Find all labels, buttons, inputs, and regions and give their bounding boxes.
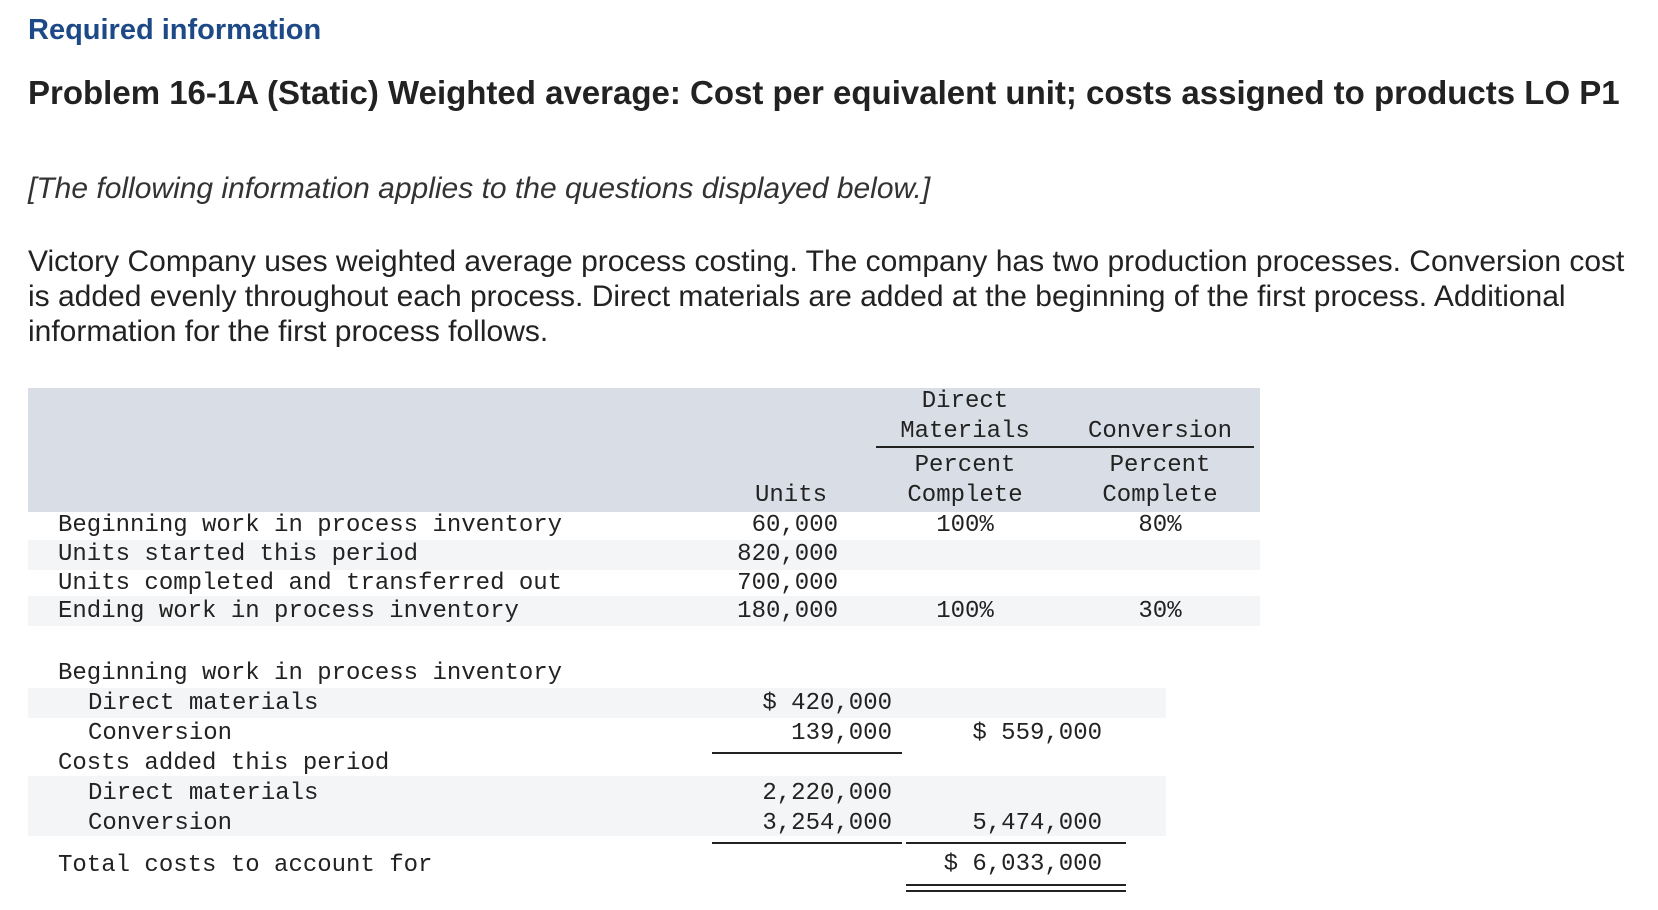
add-conv-value: 3,254,000	[762, 810, 892, 837]
beg-total-value: $ 559,000	[972, 720, 1102, 747]
dm-subheader-line1: Percent	[914, 452, 1016, 479]
total-sum-rule	[906, 842, 1126, 844]
problem-title: Problem 16-1A (Static) Weighted average: Cost per equivalent unit; costs assigned to products LO P1	[28, 74, 1620, 111]
add-total-value: 5,474,000	[972, 810, 1102, 837]
units-header: Units	[754, 482, 827, 509]
beg-subtotal-rule	[712, 752, 902, 754]
table-row-label: Units started this period	[58, 541, 419, 568]
required-information-heading: Required information	[28, 14, 322, 46]
conv-subheader-line1: Percent	[1109, 452, 1211, 479]
beg-conv-value: 139,000	[791, 720, 892, 747]
table-row-conv-percent: 30%	[1138, 598, 1182, 625]
add-dm-label: Direct materials	[88, 780, 319, 807]
add-subtotal-rule	[712, 842, 902, 844]
total-costs-label: Total costs to account for	[58, 852, 433, 879]
beg-dm-label: Direct materials	[88, 690, 319, 717]
table-row-dm-percent: 100%	[936, 598, 994, 625]
table-row-units: 820,000	[737, 541, 838, 568]
dm-subheader-line2: Complete	[907, 482, 1023, 509]
beginning-wip-label: Beginning work in process inventory	[58, 660, 563, 687]
conversion-group-header: Conversion	[1087, 418, 1233, 445]
beg-conv-label: Conversion	[88, 720, 233, 747]
table-row-dm-percent: 100%	[936, 512, 994, 539]
table-row-label: Ending work in process inventory	[58, 598, 519, 625]
table-row-units: 180,000	[737, 598, 838, 625]
table-row-label: Units completed and transferred out	[58, 570, 563, 597]
problem-description: Victory Company uses weighted average process costing. The company has two production processes. Conversion cost is added evenly throughout each process. Direct materials are added at the beginning of the first process. Additional information for the first process follows.	[28, 245, 1625, 348]
total-costs-value: $ 6,033,000	[943, 851, 1102, 878]
table-row-label: Beginning work in process inventory	[58, 512, 563, 539]
group-header-rule	[876, 446, 1254, 448]
conv-subheader-line2: Complete	[1102, 482, 1218, 509]
table-row-conv-percent: 80%	[1138, 512, 1182, 539]
table-row-units: 60,000	[751, 512, 838, 539]
applies-note: [The following information applies to the questions displayed below.]	[28, 172, 931, 205]
costs-added-label: Costs added this period	[58, 750, 390, 777]
dm-group-header-line1: Direct	[921, 388, 1009, 415]
dm-group-header-line2: Materials	[900, 418, 1030, 445]
add-dm-value: 2,220,000	[762, 780, 892, 807]
table-row-units: 700,000	[737, 570, 838, 597]
total-double-rule	[906, 884, 1126, 892]
beg-dm-value: $ 420,000	[762, 690, 892, 717]
add-conv-label: Conversion	[88, 810, 233, 837]
